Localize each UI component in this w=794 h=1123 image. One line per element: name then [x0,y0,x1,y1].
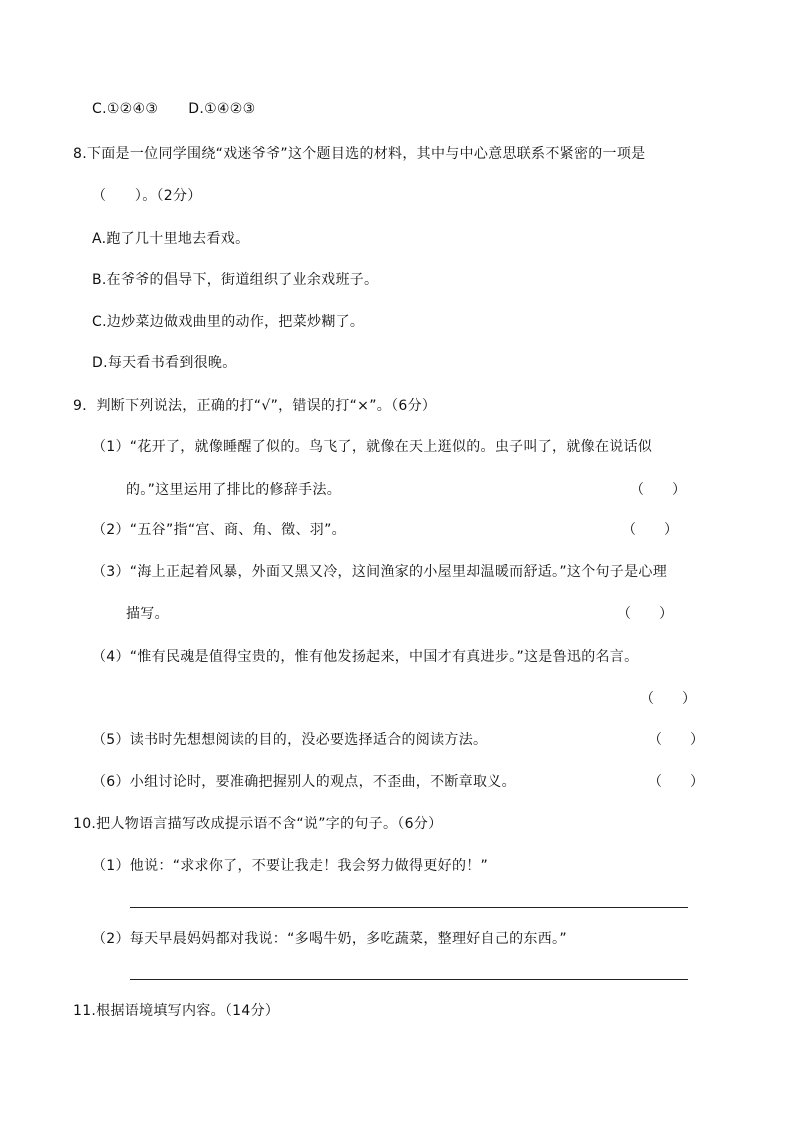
q10-item-2: （2）每天早晨妈妈都对我说：“多喝牛奶，多吃蔬菜，整理好自己的东西。” [92,931,567,947]
q7-option-d: D.①④②③ [188,101,256,117]
q8-stem-continued: （ ）。（2分） [92,188,202,204]
q9-item-1-answer-paren[interactable]: （ ） [630,482,686,498]
q9-item-2-answer-paren[interactable]: （ ） [622,522,678,538]
q10-item-1-answer-line[interactable] [130,907,688,908]
q9-item-3-line2: 描写。 [126,606,169,622]
q9-stem: 9．判断下列说法，正确的打“√”，错误的打“×”。（6分） [73,398,437,414]
q9-item-6-answer-paren[interactable]: （ ） [648,774,704,790]
q8-option-a: A.跑了几十里地去看戏。 [92,231,250,247]
q9-item-4-answer-paren[interactable]: （ ） [640,691,696,707]
q10-stem: 10.把人物语言描写改成提示语不含“说”字的句子。（6分） [73,816,443,832]
q9-item-5: （5）读书时先想想阅读的目的，没必要选择适合的阅读方法。 [92,732,488,748]
q10-item-2-answer-line[interactable] [130,979,688,980]
q9-item-1-line2: 的。”这里运用了排比的修辞手法。 [126,482,342,498]
q7-options-row [92,101,255,117]
q9-item-3-answer-paren[interactable]: （ ） [617,606,673,622]
q8-option-b: B.在爷爷的倡导下，街道组织了业余戏班子。 [92,272,379,288]
q9-item-1-line1: （1）“花开了，就像睡醒了似的。鸟飞了，就像在天上逛似的。虫子叫了，就像在说话似 [92,439,653,455]
q9-item-4: （4）“惟有民魂是值得宝贵的，惟有他发扬起来，中国才有真进步。”这是鲁迅的名言。 [92,649,639,665]
q9-item-6: （6）小组讨论时，要准确把握别人的观点，不歪曲，不断章取义。 [92,774,516,790]
q9-item-3-line1: （3）“海上正起着风暴，外面又黑又冷，这间渔家的小屋里却温暖而舒适。”这个句子是心理 [92,564,668,580]
q10-item-1: （1）他说：“求求你了，不要让我走！我会努力做得更好的！” [92,858,489,874]
q9-item-2: （2）“五谷”指“宫、商、角、徵、羽”。 [92,522,346,538]
q8-option-c: C.边炒菜边做戏曲里的动作，把菜炒糊了。 [92,314,365,330]
q8-option-d: D.每天看书看到很晚。 [92,355,237,371]
q9-item-5-answer-paren[interactable]: （ ） [648,732,704,748]
q8-stem: 8.下面是一位同学围绕“戏迷爷爷”这个题目选的材料，其中与中心意思联系不紧密的一项是 [73,146,646,162]
q7-option-c: C.①②④③ [92,101,159,117]
q11-stem: 11.根据语境填写内容。（14分） [73,1003,280,1019]
